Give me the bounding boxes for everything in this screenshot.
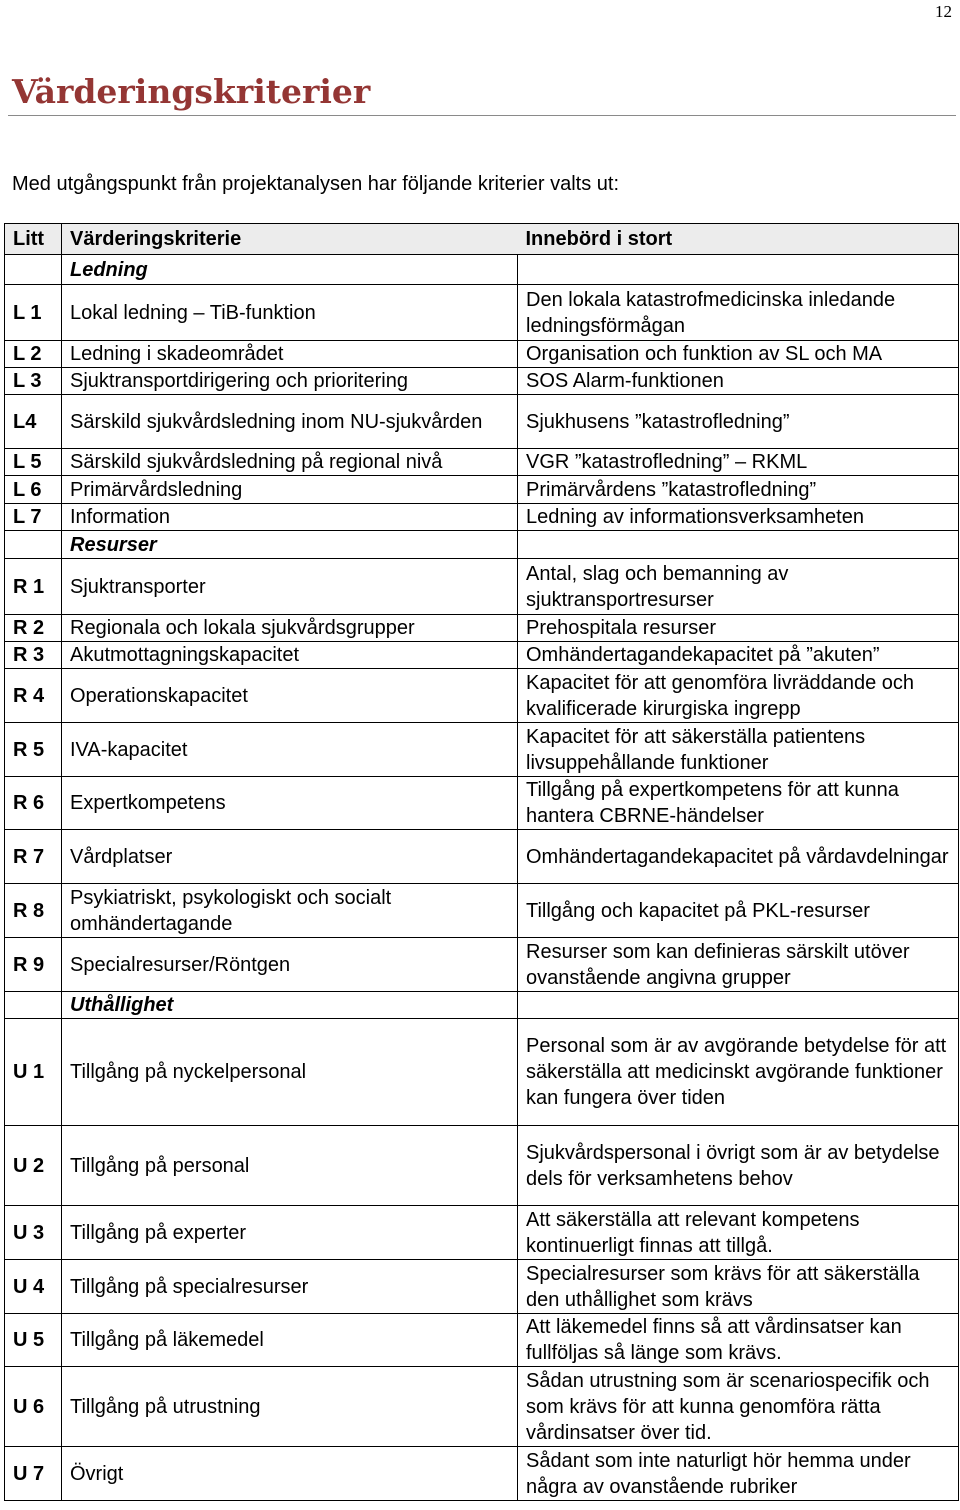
row-meaning: Omhändertagandekapacitet på ”akuten” [518, 642, 959, 669]
row-meaning: Primärvårdens ”katastrofledning” [518, 476, 959, 504]
row-criterion: Ledning i skadeområdet [62, 341, 518, 368]
table-row [5, 449, 959, 476]
row-meaning: Omhändertagandekapacitet på vårdavdelningar [518, 830, 959, 884]
row-criterion: Operationskapacitet [62, 669, 518, 723]
section-row-uthallighet [5, 992, 959, 1019]
row-meaning: Ledning av informationsverksamheten [518, 504, 959, 531]
row-meaning: Att läkemedel finns så att vårdinsatser kan fullföljas så länge som krävs. [518, 1314, 959, 1367]
row-meaning: Att säkerställa att relevant kompetens kontinuerligt finnas att tillgå. [518, 1206, 959, 1260]
criteria-table [4, 223, 959, 1501]
heading-divider [8, 115, 956, 116]
row-criterion: Akutmottagningskapacitet [62, 642, 518, 669]
section-row-resurser [5, 531, 959, 559]
row-litt: U 5 [5, 1314, 62, 1367]
row-litt: L 1 [5, 285, 62, 341]
table-row [5, 368, 959, 395]
table-row [5, 395, 959, 449]
row-litt: L4 [5, 395, 62, 449]
table-row [5, 341, 959, 368]
row-criterion: Expertkompetens [62, 777, 518, 830]
row-litt: L 6 [5, 476, 62, 504]
section-meaning-cell [518, 255, 959, 285]
row-litt: L 5 [5, 449, 62, 476]
table-row [5, 1206, 959, 1260]
row-meaning: Den lokala katastrofmedicinska inledande ledningsförmågan [518, 285, 959, 341]
table-row [5, 1447, 959, 1501]
row-litt: U 3 [5, 1206, 62, 1260]
section-litt-cell [5, 992, 62, 1019]
table-row [5, 777, 959, 830]
section-title: Uthållighet [62, 992, 518, 1019]
row-meaning: Antal, slag och bemanning av sjuktransportresurser [518, 559, 959, 615]
row-litt: R 2 [5, 615, 62, 642]
row-meaning: Organisation och funktion av SL och MA [518, 341, 959, 368]
row-criterion: Särskild sjukvårdsledning på regional nivå [62, 449, 518, 476]
row-litt: R 8 [5, 884, 62, 938]
intro-text: Med utgångspunkt från projektanalysen har följande kriterier valts ut: [12, 173, 620, 195]
row-meaning: Tillgång och kapacitet på PKL-resurser [518, 884, 959, 938]
row-criterion: Sjuktransportdirigering och prioritering [62, 368, 518, 395]
table-row [5, 615, 959, 642]
row-litt: R 5 [5, 723, 62, 777]
row-meaning: Tillgång på expertkompetens för att kunna hantera CBRNE-händelser [518, 777, 959, 830]
row-litt: R 4 [5, 669, 62, 723]
row-meaning: Sådant som inte naturligt hör hemma under några av ovanstående rubriker [518, 1447, 959, 1501]
row-litt: U 4 [5, 1260, 62, 1314]
row-criterion: Regionala och lokala sjukvårdsgrupper [62, 615, 518, 642]
row-criterion: Sjuktransporter [62, 559, 518, 615]
table-row [5, 1126, 959, 1206]
row-criterion: Primärvårdsledning [62, 476, 518, 504]
row-criterion: Specialresurser/Röntgen [62, 938, 518, 992]
table-row [5, 1260, 959, 1314]
section-meaning-cell [518, 992, 959, 1019]
header-litt: Litt [5, 224, 62, 255]
table-row [5, 830, 959, 884]
row-litt: R 7 [5, 830, 62, 884]
row-litt: L 3 [5, 368, 62, 395]
row-litt: R 3 [5, 642, 62, 669]
row-litt: R 6 [5, 777, 62, 830]
row-criterion: Information [62, 504, 518, 531]
row-litt: U 2 [5, 1126, 62, 1206]
row-criterion: Tillgång på personal [62, 1126, 518, 1206]
row-meaning: Specialresurser som krävs för att säkerställa den uthållighet som krävs [518, 1260, 959, 1314]
row-litt: R 9 [5, 938, 62, 992]
page-number: 12 [935, 2, 952, 21]
table-row [5, 559, 959, 615]
table-row [5, 723, 959, 777]
table-row [5, 642, 959, 669]
row-criterion: Övrigt [62, 1447, 518, 1501]
row-meaning: Personal som är av avgörande betydelse för att säkerställa att medicinskt avgörande funktioner kan fungera över tiden [518, 1019, 959, 1126]
table-row [5, 938, 959, 992]
section-title: Ledning [62, 255, 518, 285]
table-row [5, 1367, 959, 1447]
row-litt: U 7 [5, 1447, 62, 1501]
table-row [5, 476, 959, 504]
table-row [5, 285, 959, 341]
row-meaning: Prehospitala resurser [518, 615, 959, 642]
row-criterion: Lokal ledning – TiB-funktion [62, 285, 518, 341]
page-title: Värderingskriterier [12, 72, 371, 111]
section-meaning-cell [518, 531, 959, 559]
header-meaning: Innebörd i stort [518, 224, 959, 255]
table-row [5, 504, 959, 531]
section-litt-cell [5, 531, 62, 559]
row-criterion: Tillgång på specialresurser [62, 1260, 518, 1314]
row-criterion: Vårdplatser [62, 830, 518, 884]
row-meaning: Kapacitet för att genomföra livräddande och kvalificerade kirurgiska ingrepp [518, 669, 959, 723]
row-litt: L 2 [5, 341, 62, 368]
row-meaning: Kapacitet för att säkerställa patientens livsuppehållande funktioner [518, 723, 959, 777]
table-row [5, 884, 959, 938]
row-criterion: Särskild sjukvårdsledning inom NU-sjukvården [62, 395, 518, 449]
row-litt: R 1 [5, 559, 62, 615]
row-meaning: Sådan utrustning som är scenariospecifik och som krävs för att kunna genomföra rätta vårdinsatser över tid. [518, 1367, 959, 1447]
row-meaning: SOS Alarm-funktionen [518, 368, 959, 395]
row-litt: U 1 [5, 1019, 62, 1126]
row-litt: U 6 [5, 1367, 62, 1447]
row-meaning: Sjukhusens ”katastrofledning” [518, 395, 959, 449]
row-criterion: Psykiatriskt, psykologiskt och socialt omhändertagande [62, 884, 518, 938]
row-criterion: Tillgång på experter [62, 1206, 518, 1260]
section-litt-cell [5, 255, 62, 285]
header-criterion: Värderingskriterie [62, 224, 518, 255]
table-row [5, 1019, 959, 1126]
row-meaning: VGR ”katastrofledning” – RKML [518, 449, 959, 476]
section-title: Resurser [62, 531, 518, 559]
row-criterion: Tillgång på nyckelpersonal [62, 1019, 518, 1126]
table-header-row [5, 224, 959, 255]
section-row-ledning [5, 255, 959, 285]
table-row [5, 1314, 959, 1367]
row-criterion: Tillgång på utrustning [62, 1367, 518, 1447]
row-litt: L 7 [5, 504, 62, 531]
row-criterion: IVA-kapacitet [62, 723, 518, 777]
row-criterion: Tillgång på läkemedel [62, 1314, 518, 1367]
row-meaning: Resurser som kan definieras särskilt utöver ovanstående angivna grupper [518, 938, 959, 992]
table-row [5, 669, 959, 723]
row-meaning: Sjukvårdspersonal i övrigt som är av betydelse dels för verksamhetens behov [518, 1126, 959, 1206]
